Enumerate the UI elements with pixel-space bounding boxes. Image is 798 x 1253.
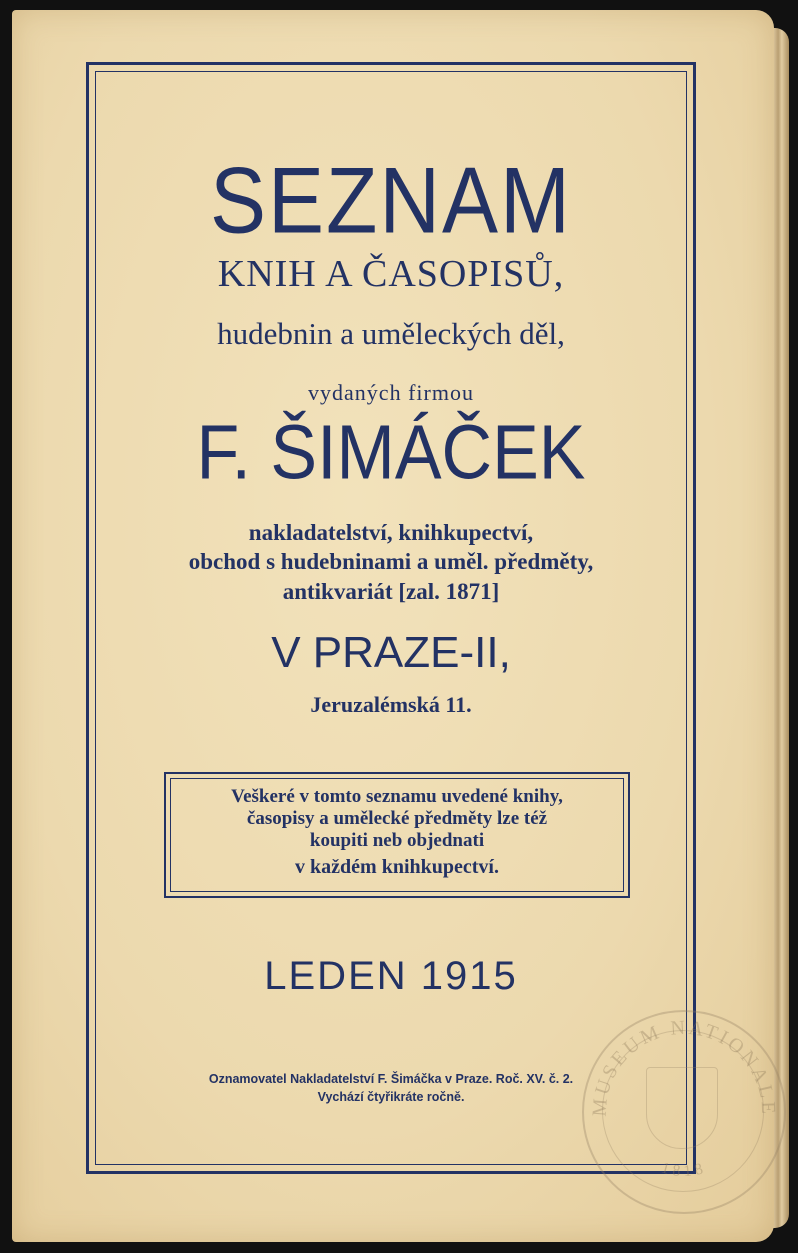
svg-text:MUSEUM NATIONALE	[589, 1017, 780, 1118]
footer-publisher: Oznamovatel Nakladatelství F. Šimáčka v Praze. Roč. XV. č. 2.	[208, 1072, 574, 1086]
museum-stamp	[582, 1010, 786, 1214]
title: SEZNAM	[209, 147, 573, 253]
footer-frequency: Vychází čtyřikráte ročně.	[317, 1090, 465, 1104]
subtitle-published-by: vydaných firmou	[308, 380, 474, 405]
book-cover	[12, 10, 780, 1242]
issue-date: LEDEN 1915	[264, 954, 518, 998]
stamp-name: MUSEUM NATIONALE	[588, 1016, 780, 1118]
subtitle-music: hudebnin a uměleckých děl,	[217, 316, 565, 351]
stamp-year: 1818	[659, 1159, 709, 1181]
subtitle-books: KNIH A ČASOPISŮ,	[217, 253, 565, 295]
svg-text:1818	[659, 1160, 708, 1181]
outer-frame	[86, 62, 696, 1174]
business-line-3: antikvariát [zal. 1871]	[282, 579, 500, 604]
business-line-2: obchod s hudebninami a uměl. předměty,	[188, 549, 594, 574]
city: V PRAZE-II,	[271, 628, 511, 677]
business-line-1: nakladatelství, knihkupectví,	[248, 520, 534, 545]
notice-line-3: koupiti neb objednati	[309, 830, 485, 851]
inner-frame	[95, 71, 687, 1165]
street-address: Jeruzalémská 11.	[310, 692, 472, 717]
firm-name: F. ŠIMÁČEK	[196, 409, 586, 495]
notice-line-1: Veškeré v tomto seznamu uvedené knihy,	[231, 786, 563, 807]
notice-line-2: časopisy a umělecké předměty lze též	[246, 808, 548, 829]
notice-box	[164, 772, 630, 898]
notice-line-4: v každém knihkupectví.	[295, 856, 499, 878]
stamp-lettering	[584, 1012, 784, 1212]
